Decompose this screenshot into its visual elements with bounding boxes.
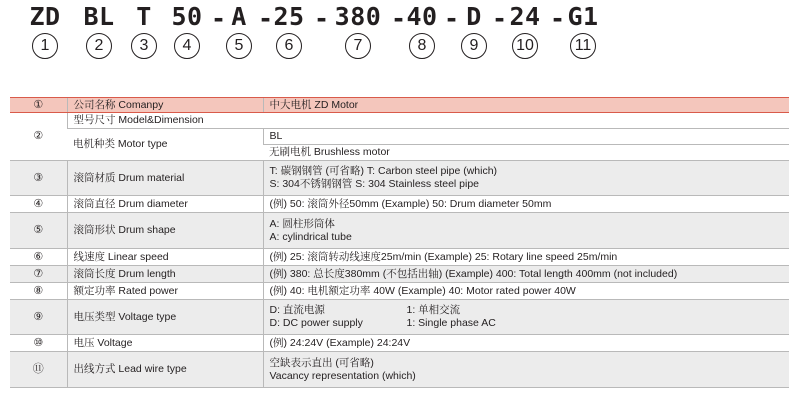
code-separator: -: [314, 4, 330, 33]
row-value: (例) 380: 总长度380mm (不包括出轴) (Example) 400: Total length 400mm (not included): [263, 266, 789, 283]
value-text: 1: Single phase AC: [406, 317, 496, 329]
code-part: 50: [171, 2, 203, 31]
code-number-circle: 9: [461, 33, 487, 59]
code-segment: [82, 4, 116, 59]
code-segment: [272, 4, 306, 59]
value-line: Vacancy representation (which): [269, 369, 416, 382]
code-part: BL: [83, 2, 115, 31]
table-row: [10, 335, 789, 352]
row-label: 型号尺寸 Model&Dimension: [67, 113, 789, 129]
code-part: 24: [509, 2, 541, 31]
table-row: [10, 129, 789, 145]
row-value: 无刷电机 Brushless motor: [263, 145, 789, 161]
row-index: ①: [10, 98, 67, 113]
row-index: ③: [10, 161, 67, 196]
table-row: [10, 196, 789, 213]
code-segment: [224, 4, 254, 59]
code-part: A: [231, 2, 247, 31]
row-value: [263, 300, 789, 335]
code-part: T: [136, 2, 152, 31]
row-index: ⑥: [10, 249, 67, 266]
code-segment: [459, 4, 489, 59]
row-label: 公司名称 Comanpy: [67, 98, 263, 113]
row-label: 电压 Voltage: [67, 335, 263, 352]
table-row: [10, 283, 789, 300]
value-line: T: 碳钢钢管 (可省略) T: Carbon steel pipe (which): [269, 165, 498, 177]
code-separator: -: [211, 4, 227, 33]
value-text: D: DC power supply: [269, 317, 363, 329]
code-number-circle: 5: [226, 33, 252, 59]
value-text: D: 直流电源: [269, 304, 325, 316]
row-index: ②: [10, 113, 67, 161]
code-segment: [405, 4, 439, 59]
table-row: [10, 266, 789, 283]
code-part: G1: [567, 2, 599, 31]
table-row: [10, 113, 789, 129]
code-number-circle: 6: [276, 33, 302, 59]
code-segment: [508, 4, 542, 59]
code-separator: -: [492, 4, 508, 33]
model-code-diagram: [0, 0, 800, 70]
code-number-circle: 3: [131, 33, 157, 59]
row-index: ⑪: [10, 352, 67, 388]
row-label: 电机种类 Motor type: [67, 129, 263, 161]
row-label: 电压类型 Voltage type: [67, 300, 263, 335]
code-part: 380: [334, 2, 382, 31]
row-value: (例) 50: 滚筒外径50mm (Example) 50: Drum diameter 50mm: [263, 196, 789, 213]
code-segment: [170, 4, 204, 59]
table-row: [10, 98, 789, 113]
code-separator: -: [391, 4, 407, 33]
row-index: ⑧: [10, 283, 67, 300]
row-value: [263, 161, 789, 196]
code-part: 40: [406, 2, 438, 31]
code-number-circle: 2: [86, 33, 112, 59]
row-label: 出线方式 Lead wire type: [67, 352, 263, 388]
row-value: (例) 24:24V (Example) 24:24V: [263, 335, 789, 352]
value-text: 1: 单相交流: [406, 304, 461, 316]
row-value: [263, 352, 789, 388]
code-number-circle: 1: [32, 33, 58, 59]
code-segment: [129, 4, 159, 59]
row-value: BL: [263, 129, 789, 145]
value-line: A: cylindrical tube: [269, 230, 352, 243]
value-pair-line: [270, 304, 784, 317]
row-label: 线速度 Linear speed: [67, 249, 263, 266]
code-number-circle: 11: [570, 33, 596, 59]
code-segment: [565, 4, 601, 59]
table-row: [10, 249, 789, 266]
code-part: D: [466, 2, 482, 31]
row-label: 滚筒长度 Drum length: [67, 266, 263, 283]
row-index: ④: [10, 196, 67, 213]
code-separator: -: [550, 4, 566, 33]
code-number-circle: 4: [174, 33, 200, 59]
value-line: 空缺表示直出 (可省略): [269, 356, 374, 369]
code-number-circle: 8: [409, 33, 435, 59]
row-index: ⑦: [10, 266, 67, 283]
code-number-circle: 10: [512, 33, 538, 59]
code-segment: [333, 4, 383, 59]
spec-table: [10, 97, 789, 388]
code-part: ZD: [29, 2, 61, 31]
row-label: 滚筒直径 Drum diameter: [67, 196, 263, 213]
table-row: [10, 161, 789, 196]
code-separator: -: [444, 4, 460, 33]
table-row: [10, 300, 789, 335]
row-index: ⑤: [10, 213, 67, 249]
row-value: [263, 213, 789, 249]
code-separator: -: [258, 4, 274, 33]
table-row: [10, 213, 789, 249]
row-label: 额定功率 Rated power: [67, 283, 263, 300]
row-label: 滚筒形状 Drum shape: [67, 213, 263, 249]
row-value: (例) 25: 滚筒转动线速度25m/min (Example) 25: Rotary line speed 25m/min: [263, 249, 789, 266]
code-number-circle: 7: [345, 33, 371, 59]
table-row: [10, 352, 789, 388]
row-label: 滚筒材质 Drum material: [67, 161, 263, 196]
row-index: ⑨: [10, 300, 67, 335]
code-segment: [28, 4, 62, 59]
value-pair-line: [270, 317, 784, 330]
value-line: A: 圆柱形筒体: [269, 217, 335, 230]
row-value: 中大电机 ZD Motor: [263, 98, 789, 113]
value-line: S: 304不锈钢钢管 S: 304 Stainless steel pipe: [269, 178, 480, 190]
row-value: (例) 40: 电机额定功率 40W (Example) 40: Motor rated power 40W: [263, 283, 789, 300]
code-part: 25: [273, 2, 305, 31]
row-index: ⑩: [10, 335, 67, 352]
